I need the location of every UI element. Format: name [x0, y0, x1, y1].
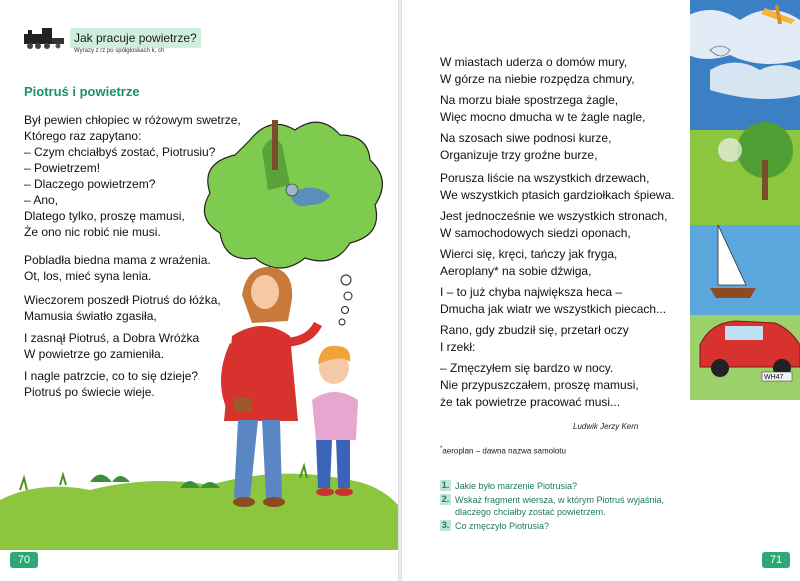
footnote-text: aeroplan – dawna nazwa samolotu	[442, 446, 566, 456]
wind-journey-illustration	[670, 0, 800, 400]
car-plate: WH47	[764, 374, 784, 381]
poem-line: Mamusia światło zgasiła,	[24, 309, 157, 323]
lesson-title-box	[70, 28, 201, 48]
poem-line: Wierci się, kręci, tańczy jak fryga,	[440, 247, 618, 261]
footnote	[440, 446, 566, 456]
poem-line: Porusza liście na wszystkich drzewach,	[440, 171, 650, 185]
question-number: 1.	[441, 480, 450, 490]
lesson-header	[22, 22, 202, 58]
poem-line: Jest jednocześnie we wszystkich stronach,	[440, 209, 668, 223]
poem-line: Piotruś po świecie wieje.	[24, 385, 155, 399]
question-text: Co zmęczyło Piotrusia?	[455, 521, 550, 531]
question-item	[440, 494, 664, 518]
poem-line: W powietrze go zamieniła.	[24, 347, 165, 361]
question-number: 3.	[441, 520, 450, 530]
poem-line: Nie przypuszczałem, proszę mamusi,	[440, 378, 639, 392]
poem-line: Rano, gdy zbudził się, przetarł oczy	[440, 323, 629, 337]
poem-line: Dmucha jak wiatr we wszystkich piecach...	[440, 302, 667, 316]
poem-line: Aeroplany* na sobie dźwiga,	[440, 264, 592, 278]
poem-line: Pobladła biedna mama z wrażenia.	[24, 253, 211, 267]
dream-cloud	[204, 120, 382, 325]
right-page	[402, 0, 800, 581]
poem-line: I nagle patrzcie, co to się dzieje?	[24, 369, 199, 383]
mother-figure	[224, 267, 318, 507]
poem-line: Na morzu białe spostrzega żagle,	[440, 93, 619, 107]
sailboat-icon	[690, 225, 800, 315]
footnote-mark: *	[440, 446, 443, 452]
poem-line: Którego raz zapytano:	[24, 129, 142, 143]
question-item	[440, 480, 664, 492]
right-stanza-3	[440, 130, 611, 164]
poem-line: Dlatego tylko, proszę mamusi,	[24, 209, 185, 223]
right-stanza-2	[440, 92, 645, 126]
question-text: Jakie było marzenie Piotrusia?	[455, 481, 578, 491]
right-stanza-9	[440, 360, 639, 411]
poem-line: I rzekł:	[440, 340, 476, 354]
right-stanza-6	[440, 246, 617, 280]
poem-title: Piotruś i powietrze	[24, 84, 140, 99]
right-stanza-7	[440, 284, 666, 318]
left-page	[0, 0, 398, 581]
poem-line: We wszystkich ptasich gardziołkach śpiewa.	[440, 188, 675, 202]
train-icon	[22, 26, 66, 50]
page-number-left: 70	[10, 552, 38, 568]
poem-line: – Powietrzem!	[24, 161, 101, 175]
poem-line: Organizuje trzy groźne burze,	[440, 148, 598, 162]
poem-line: Wieczorem poszedł Piotruś do łóżka,	[24, 293, 221, 307]
page-number-right: 71	[762, 552, 790, 568]
poem-line: I zasnął Piotruś, a Dobra Wróżka	[24, 331, 200, 345]
mother-and-boy-illustration	[0, 110, 398, 550]
poem-line: – Ano,	[24, 193, 59, 207]
question-item	[440, 520, 664, 532]
question-number: 2.	[441, 494, 450, 504]
lesson-title: Jak pracuje powietrze?	[74, 31, 197, 45]
right-stanza-1	[440, 54, 635, 88]
poem-author: Ludwik Jerzy Kern	[573, 422, 639, 431]
question-text: dlaczego chciałby zostać powietrzem.	[455, 507, 606, 517]
poem-line: Na szosach siwe podnosi kurze,	[440, 131, 612, 145]
poem-line: że tak powietrze pracować musi...	[440, 395, 621, 409]
poem-line: W miastach uderza o domów mury,	[440, 55, 628, 69]
right-stanza-4	[440, 170, 675, 204]
poem-line: Więc mocno dmucha w te żagle nagle,	[440, 110, 646, 124]
right-stanza-5	[440, 208, 667, 242]
poem-line: – Czym chciałbyś zostać, Piotrusiu?	[24, 145, 216, 159]
poem-line: W górze na niebie rozpędza chmury,	[440, 72, 635, 86]
poem-line: – Zmęczyłem się bardzo w nocy.	[440, 361, 614, 375]
boy-figure	[312, 346, 358, 496]
poem-line: Że ono nic robić nie musi.	[24, 225, 161, 239]
poem-line: Był pewien chłopiec w różowym swetrze,	[24, 113, 241, 127]
right-stanza-8	[440, 322, 629, 356]
question-list	[440, 480, 664, 534]
poem-line: W samochodowych siedzi oponach,	[440, 226, 631, 240]
poem-line: – Dlaczego powietrzem?	[24, 177, 156, 191]
poem-line: I – to już chyba największa heca –	[440, 285, 623, 299]
poem-line: Ot, los, mieć syna lenia.	[24, 269, 152, 283]
lesson-subtitle: Wyrazy z rz po spółgłoskach k, ch	[74, 48, 165, 54]
question-text: Wskaż fragment wiersza, w którym Piotruś wyjaśnia,	[455, 495, 665, 505]
